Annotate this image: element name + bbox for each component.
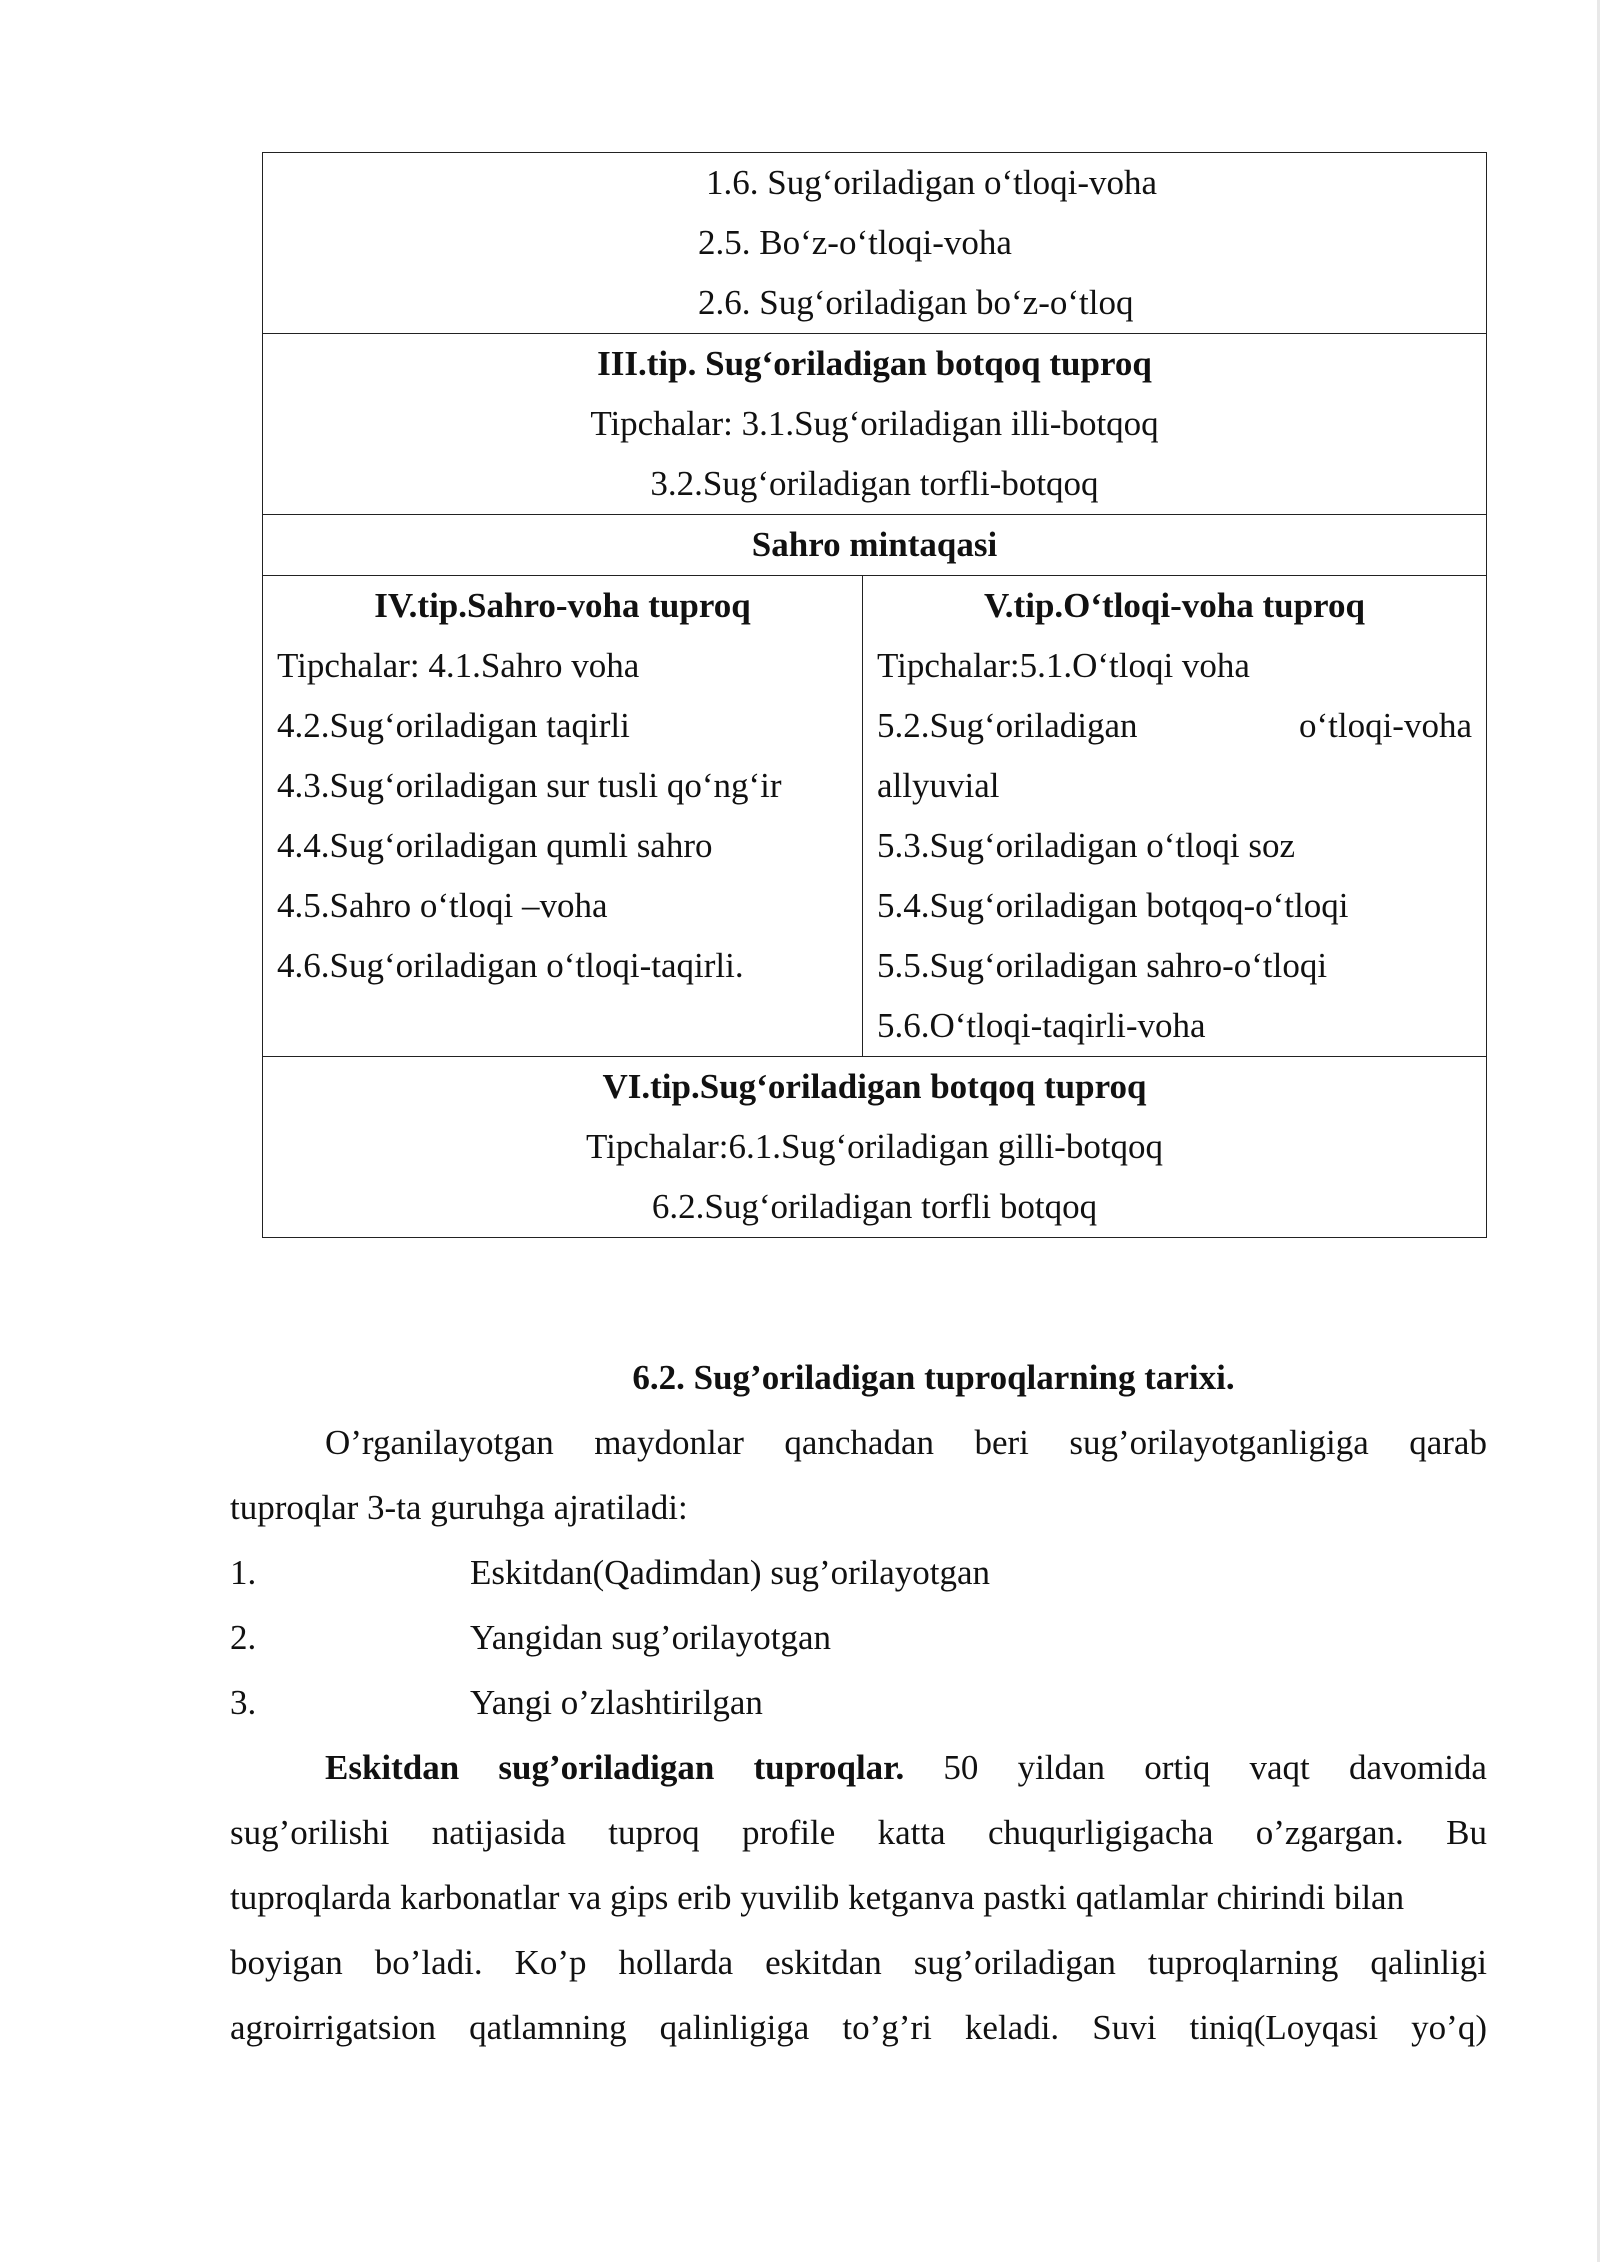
word: keladi. xyxy=(964,2008,1060,2047)
subtype-line: 5.3.Sug‘oriladigan o‘tloqi soz xyxy=(877,826,1296,865)
list-text: Yangidan sug’orilayotgan xyxy=(470,1618,831,1657)
subtype-line: 4.6.Sug‘oriladigan o‘tloqi-taqirli. xyxy=(277,946,744,985)
table-row-zone xyxy=(263,514,1486,575)
word: vaqt xyxy=(1249,1748,1310,1787)
subtype-line: 3.2.Sug‘oriladigan torfli-botqoq xyxy=(650,464,1099,503)
table-row-type4-type5 xyxy=(263,575,1486,1056)
word: davomida xyxy=(1348,1748,1487,1787)
type-title: IV.tip.Sahro-voha tuproq xyxy=(374,586,751,625)
word: bo’ladi. xyxy=(374,1943,483,1982)
subtype-word: 5.2.Sug‘oriladigan xyxy=(877,706,1138,745)
word: sug’orilayotganligiga xyxy=(1069,1423,1369,1462)
word: o’zgargan. xyxy=(1255,1813,1404,1852)
subtype-line: 6.2.Sug‘oriladigan torfli botqoq xyxy=(651,1187,1098,1226)
paragraph-line xyxy=(230,1930,1487,1995)
word: Bu xyxy=(1446,1813,1487,1852)
word: maydonlar xyxy=(594,1423,744,1462)
word: Suvi xyxy=(1092,2008,1157,2047)
table-cell-type4 xyxy=(263,576,863,1056)
paragraph-line xyxy=(230,1410,1487,1475)
zone-title: Sahro mintaqasi xyxy=(751,525,998,564)
subtype-line: 4.3.Sug‘oriladigan sur tusli qo‘ng‘ir xyxy=(277,766,782,805)
word: tuproq xyxy=(608,1813,700,1852)
paragraph-line xyxy=(230,1800,1487,1865)
section-body xyxy=(230,1345,1487,2060)
word: qarab xyxy=(1409,1423,1487,1462)
word: Ko’p xyxy=(514,1943,587,1982)
word: yo’q) xyxy=(1411,2008,1487,2047)
subtype-line: 5.6.O‘tloqi-taqirli-voha xyxy=(877,1006,1206,1045)
list-number: 3. xyxy=(230,1683,257,1722)
table-line: 2.5. Bo‘z-o‘tloqi-voha xyxy=(698,223,1012,262)
word: eskitdan xyxy=(765,1943,882,1982)
word: boyigan xyxy=(230,1943,343,1982)
table-line: 2.6. Sug‘oriladigan bo‘z-o‘tloq xyxy=(698,283,1134,322)
paragraph-line: tuproqlar 3-ta guruhga ajratiladi: xyxy=(230,1488,688,1527)
type-title: III.tip. Sug‘oriladigan botqoq tuproq xyxy=(597,344,1152,383)
section-heading: 6.2. Sug’oriladigan tuproqlarning tarixi. xyxy=(632,1358,1235,1397)
subtype-line: 4.5.Sahro o‘tloqi –voha xyxy=(277,886,608,925)
word: tuproqlarning xyxy=(1147,1943,1339,1982)
subtype-line: Tipchalar: 4.1.Sahro voha xyxy=(277,646,640,685)
subtype-line-justified xyxy=(877,696,1472,756)
word: profile xyxy=(741,1813,836,1852)
table-row-type6 xyxy=(263,1056,1486,1237)
word: 50 xyxy=(943,1748,979,1787)
type-title: VI.tip.Sug‘oriladigan botqoq tuproq xyxy=(602,1067,1147,1106)
paragraph-line xyxy=(230,1995,1487,2060)
table-cell-type5 xyxy=(863,576,1486,1056)
paragraph-line xyxy=(230,1735,1487,1800)
subtype-line: Tipchalar: 3.1.Sug‘oriladigan illi-botqoq xyxy=(590,404,1159,443)
word: qalinligi xyxy=(1370,1943,1487,1982)
bold-word: sug’oriladigan xyxy=(498,1748,715,1787)
word: katta xyxy=(877,1813,946,1852)
word: qanchadan xyxy=(784,1423,934,1462)
list-number: 1. xyxy=(230,1553,257,1592)
list-number: 2. xyxy=(230,1618,257,1657)
word: O’rganilayotgan xyxy=(325,1423,554,1462)
bold-word: tuproqlar. xyxy=(753,1748,905,1787)
list-item xyxy=(230,1540,1487,1605)
paragraph-line: tuproqlarda karbonatlar va gips erib yuvilib ketganva pastki qatlamlar chirindi bilan xyxy=(230,1878,1405,1917)
word: beri xyxy=(974,1423,1029,1462)
word: sug’orilishi xyxy=(230,1813,390,1852)
word: hollarda xyxy=(618,1943,734,1982)
word: natijasida xyxy=(431,1813,566,1852)
word: ortiq xyxy=(1144,1748,1211,1787)
list-text: Eskitdan(Qadimdan) sug’orilayotgan xyxy=(470,1553,991,1592)
table-line: 1.6. Sug‘oriladigan o‘tloqi-voha xyxy=(706,163,1158,202)
subtype-line: Tipchalar:5.1.O‘tloqi voha xyxy=(877,646,1250,685)
table-row-type3 xyxy=(263,333,1486,514)
subtype-line: allyuvial xyxy=(877,766,1000,805)
subtype-line: 4.4.Sug‘oriladigan qumli sahro xyxy=(277,826,713,865)
soil-classification-table xyxy=(262,152,1487,1238)
bold-word: Eskitdan xyxy=(325,1748,460,1787)
table-row-continuation xyxy=(263,153,1486,333)
word: chuqurligigacha xyxy=(987,1813,1214,1852)
list-item xyxy=(230,1670,1487,1735)
list-text: Yangi o’zlashtirilgan xyxy=(470,1683,763,1722)
subtype-word: o‘tloqi-voha xyxy=(1298,706,1472,745)
word: qatlamning xyxy=(469,2008,627,2047)
list-item xyxy=(230,1605,1487,1670)
word: agroirrigatsion xyxy=(230,2008,437,2047)
subtype-line: 4.2.Sug‘oriladigan taqirli xyxy=(277,706,630,745)
word: yildan xyxy=(1017,1748,1106,1787)
word: to’g’ri xyxy=(842,2008,932,2047)
subtype-line: 5.5.Sug‘oriladigan sahro-o‘tloqi xyxy=(877,946,1328,985)
type-title: V.tip.O‘tloqi-voha tuproq xyxy=(984,586,1365,625)
word: sug’oriladigan xyxy=(913,1943,1116,1982)
word: tiniq(Loyqasi xyxy=(1189,2008,1379,2047)
subtype-line: 5.4.Sug‘oriladigan botqoq-o‘tloqi xyxy=(877,886,1349,925)
word: qalinligiga xyxy=(659,2008,810,2047)
subtype-line: Tipchalar:6.1.Sug‘oriladigan gilli-botqoq xyxy=(585,1127,1164,1166)
